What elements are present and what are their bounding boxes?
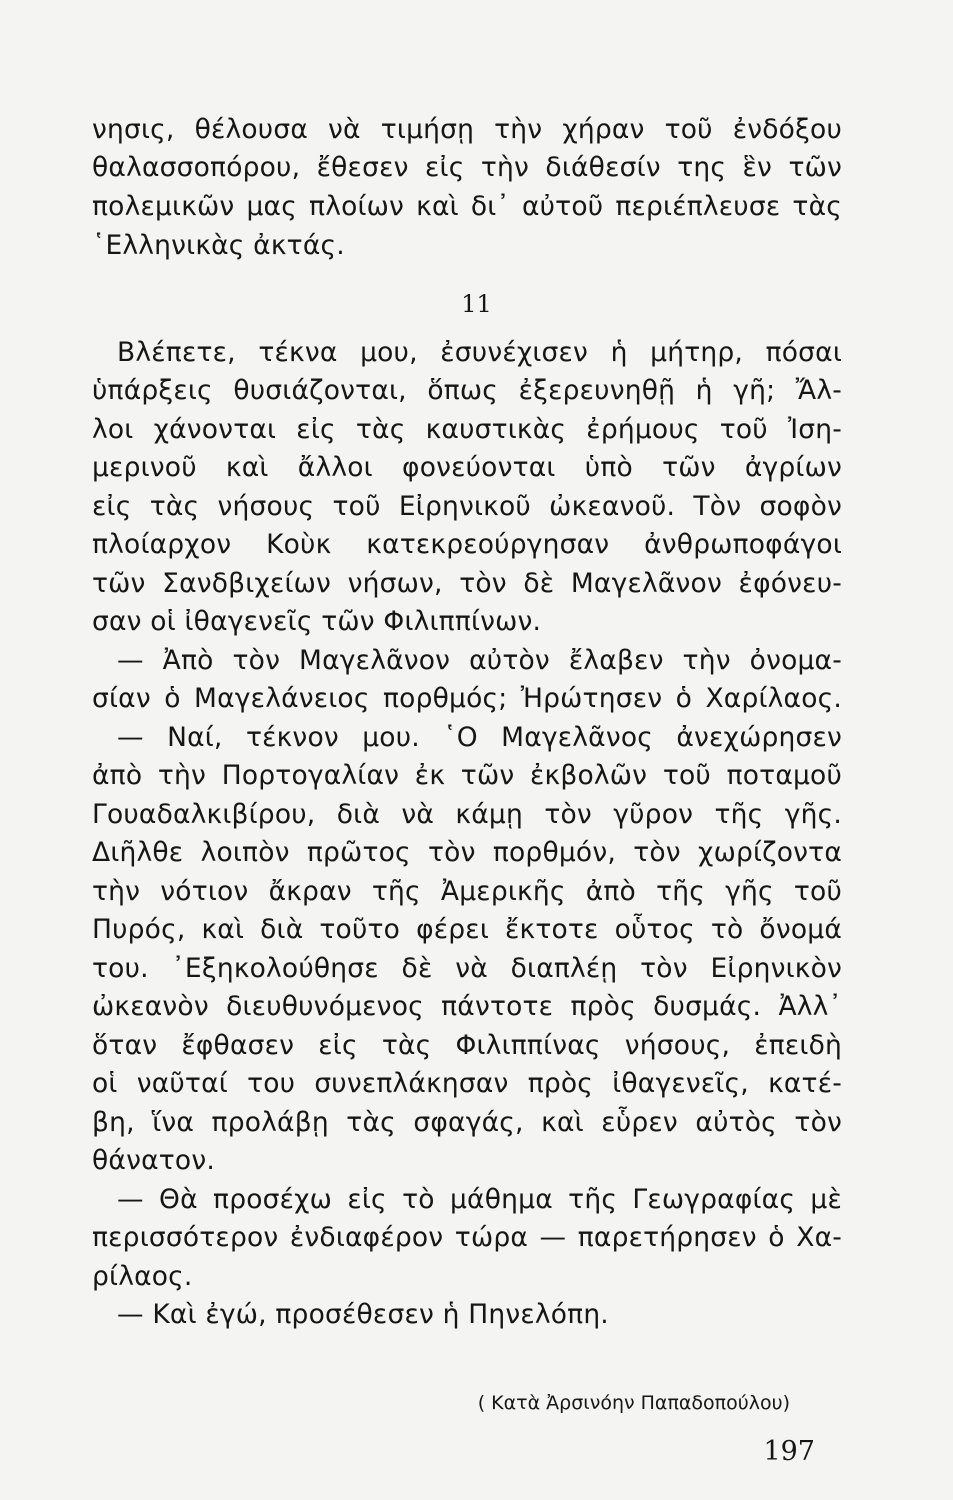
- text-line: — Θὰ προσέχω εἰς τὸ μάθημα τῆς Γεωγραφίας μὲ: [117, 1184, 842, 1215]
- text-line: νησις, θέλουσα νὰ τιμήσῃ τὴν χήραν τοῦ ἐνδόξου: [92, 114, 842, 145]
- text-line: πολεμικῶν μας πλοίων καὶ δι᾿ αὐτοῦ περιέπλευσε τὰς: [92, 191, 842, 222]
- text-line: — Ναί, τέκνον μου. ῾Ο Μαγελᾶνος ἀνεχώρησεν: [117, 722, 842, 753]
- text-line: ὠκεανὸν διευθυνόμενος πάντοτε πρὸς δυσμάς. Ἀλλ᾿: [92, 991, 842, 1022]
- section-number: 11: [461, 290, 492, 318]
- text-line: σαν οἱ ἰθαγενεῖς τῶν Φιλιππίνων.: [92, 606, 542, 637]
- text-line: Βλέπετε, τέκνα μου, ἐσυνέχισεν ἡ μήτηρ, πόσαι: [117, 337, 842, 368]
- text-line: θαλασσοπόρου, ἔθεσεν εἰς τὴν διάθεσίν της ἓν τῶν: [92, 152, 842, 183]
- text-line: του. ᾿Εξηκολούθησε δὲ νὰ διαπλέῃ τὸν Εἰρηνικὸν: [92, 953, 842, 984]
- text-line: βη, ἵνα προλάβῃ τὰς σφαγάς, καὶ εὗρεν αὐτὸς τὸν: [92, 1107, 842, 1138]
- text-line: μερινοῦ καὶ ἄλλοι φονεύονται ὑπὸ τῶν ἀγρίων: [92, 452, 842, 483]
- text-line: ἀπὸ τὴν Πορτογαλίαν ἐκ τῶν ἐκβολῶν τοῦ ποταμοῦ: [92, 760, 842, 791]
- text-line: ὑπάρξεις θυσιάζονται, ὅπως ἐξερευνηθῇ ἡ γῆ; Ἄλ-: [92, 375, 842, 406]
- text-line: λοι χάνονται εἰς τὰς καυστικὰς ἐρήμους τοῦ Ἰση-: [92, 414, 842, 445]
- text-line: Πυρός, καὶ διὰ τοῦτο φέρει ἔκτοτε οὗτος τὸ ὄνομά: [92, 914, 842, 945]
- text-line: πλοίαρχον Κοὺκ κατεκρεούργησαν ἀνθρωποφάγοι: [92, 529, 842, 560]
- text-line: σίαν ὁ Μαγελάνειος πορθμός; Ἠρώτησεν ὁ Χαρίλαος.: [92, 683, 842, 714]
- text-line: — Ἀπὸ τὸν Μαγελᾶνον αὐτὸν ἔλαβεν τὴν ὀνομα-: [117, 645, 842, 676]
- text-line: Γουαδαλκιβίρου, διὰ νὰ κάμῃ τὸν γῦρον τῆς γῆς.: [92, 799, 842, 830]
- text-line: τὴν νότιον ἄκραν τῆς Ἀμερικῆς ἀπὸ τῆς γῆς τοῦ: [92, 876, 842, 907]
- page-number: 197: [763, 1436, 815, 1467]
- text-line: περισσότερον ἐνδιαφέρον τώρα — παρετήρησεν ὁ Χα-: [92, 1222, 842, 1253]
- text-line: θάνατον.: [92, 1145, 215, 1176]
- text-line: τῶν Σανδβιχείων νήσων, τὸν δὲ Μαγελᾶνον ἐφόνευ-: [92, 568, 842, 599]
- text-line: Διῆλθε λοιπὸν πρῶτος τὸν πορθμόν, τὸν χωρίζοντα: [92, 837, 842, 868]
- text-line: ὅταν ἔφθασεν εἰς τὰς Φιλιππίνας νήσους, ἐπειδὴ: [92, 1030, 842, 1061]
- text-line: ῾Ελληνικὰς ἀκτάς.: [92, 230, 345, 261]
- text-line: εἰς τὰς νήσους τοῦ Εἰρηνικοῦ ὠκεανοῦ. Τὸν σοφὸν: [92, 491, 842, 522]
- attribution: ( Κατὰ Ἀρσινόην Παπαδοπούλου): [477, 1392, 790, 1414]
- text-line: — Καὶ ἐγώ, προσέθεσεν ἡ Πηνελόπη.: [117, 1299, 609, 1330]
- text-line: ρίλαος.: [92, 1261, 193, 1292]
- text-line: οἱ ναῦταί του συνεπλάκησαν πρὸς ἰθαγενεῖς, κατέ-: [92, 1068, 842, 1099]
